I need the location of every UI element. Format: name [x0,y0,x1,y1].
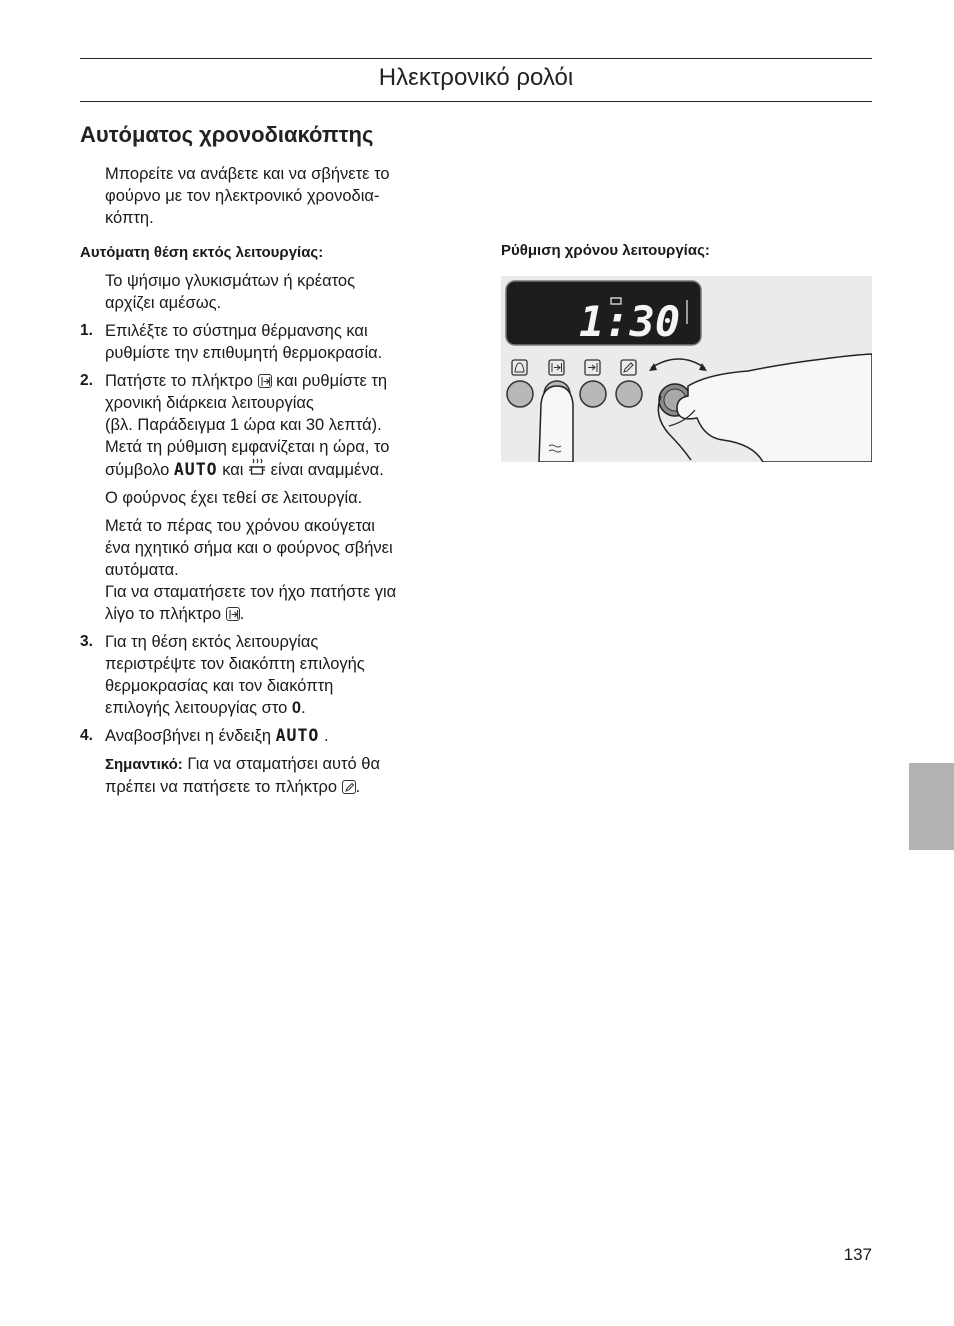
bell-key-icon [512,360,527,375]
zero-position: 0 [291,699,302,717]
step-line: θερμοκρασίας και τον διακόπτη [105,677,334,695]
end-line: Μετά το πέρας του χρόνου ακούγεται [105,517,375,535]
display-time: 1:30 [579,297,681,346]
control-panel-drawing [501,276,872,462]
auto-symbol: AUTO [275,726,320,745]
step-text: σύμβολο [105,461,170,479]
left-column [80,242,460,798]
step-text: και [222,461,244,479]
duration-key-icon [226,607,240,621]
header-rule-bottom [80,101,872,102]
step-number: 1. [80,322,93,339]
side-tab-marker [909,763,954,850]
step-text: επιλογής λειτουργίας στο [105,699,288,717]
bell-button [507,381,533,407]
end-time-button [580,381,606,407]
step-text: και ρυθμίστε τη [276,372,388,390]
control-panel-illustration [501,276,872,462]
step-line: Για τη θέση εκτός λειτουργίας [105,633,319,651]
punctuation: . [355,778,361,796]
running-paragraph: Ο φούρνος έχει τεθεί σε λειτουργία. [105,489,363,507]
intro-paragraph [80,163,460,229]
intro-line: κόπτη. [105,209,154,227]
end-line: ένα ηχητικό σήμα και ο φούρνος σβήνει [105,539,393,557]
note-text: πρέπει να πατήσετε το πλήκτρο [105,778,338,796]
punctuation: . [301,699,306,717]
end-line: αυτόματα. [105,561,179,579]
step-number: 4. [80,727,93,744]
step-text: Αναβοσβήνει η ένδειξη [105,727,272,745]
edit-key-icon [342,780,356,794]
step-number: 2. [80,372,93,389]
step-3 [80,631,460,719]
lead-line: αρχίζει αμέσως. [105,294,222,312]
left-subheading: Αυτόματη θέση εκτός λειτουργίας: [80,244,324,261]
lead-paragraph [105,270,460,314]
note-label: Σημαντικό: [105,756,183,773]
rotate-arrow-icon [651,359,705,368]
step-line: χρονική διάρκεια λειτουργίας [105,394,314,412]
punctuation: . [323,727,329,745]
step-4 [80,725,460,747]
right-subheading: Ρύθμιση χρόνου λειτουργίας: [501,242,710,259]
pressing-finger [539,386,573,462]
duration-key-icon [258,374,272,388]
end-paragraph [105,515,460,625]
step-line: Επιλέξτε το σύστημα θέρμανσης και [105,322,368,340]
page-title: Ηλεκτρονικό ρολόι [378,64,574,91]
step-number: 3. [80,633,93,650]
step-text: Πατήστε το πλήκτρο [105,372,253,390]
step-2 [80,370,460,481]
page-number: 137 [843,1245,872,1264]
lead-line: Το ψήσιμο γλυκισμάτων ή κρέατος [105,272,356,290]
section-title: Αυτόματος χρονοδιακόπτης [80,122,374,147]
note-paragraph [105,753,460,798]
step-line: Μετά τη ρύθμιση εμφανίζεται η ώρα, το [105,438,390,456]
step-line: περιστρέψτε τον διακόπτη επιλογής [105,655,365,673]
end-line: Για να σταματήσετε τον ήχο πατήστε για [105,583,397,601]
cooking-pot-icon [248,458,266,478]
step-text: είναι αναμμένα. [270,461,384,479]
step-line: ρυθμίστε την επιθυμητή θερμοκρασία. [105,344,383,362]
intro-line: φούρνο με τον ηλεκτρονικό χρονοδια- [105,187,380,205]
step-1 [80,320,460,364]
intro-line: Μπορείτε να ανάβετε και να σβήνετε το [105,165,390,183]
punctuation: . [239,605,245,623]
note-text: Για να σταματήσει αυτό θα [187,755,381,773]
auto-symbol: AUTO [173,460,218,479]
step-line: (βλ. Παράδειγμα 1 ώρα και 30 λεπτά). [105,416,382,434]
end-line: λίγο το πλήκτρο [105,605,222,623]
header-rule-top [80,58,872,59]
edit-button [616,381,642,407]
